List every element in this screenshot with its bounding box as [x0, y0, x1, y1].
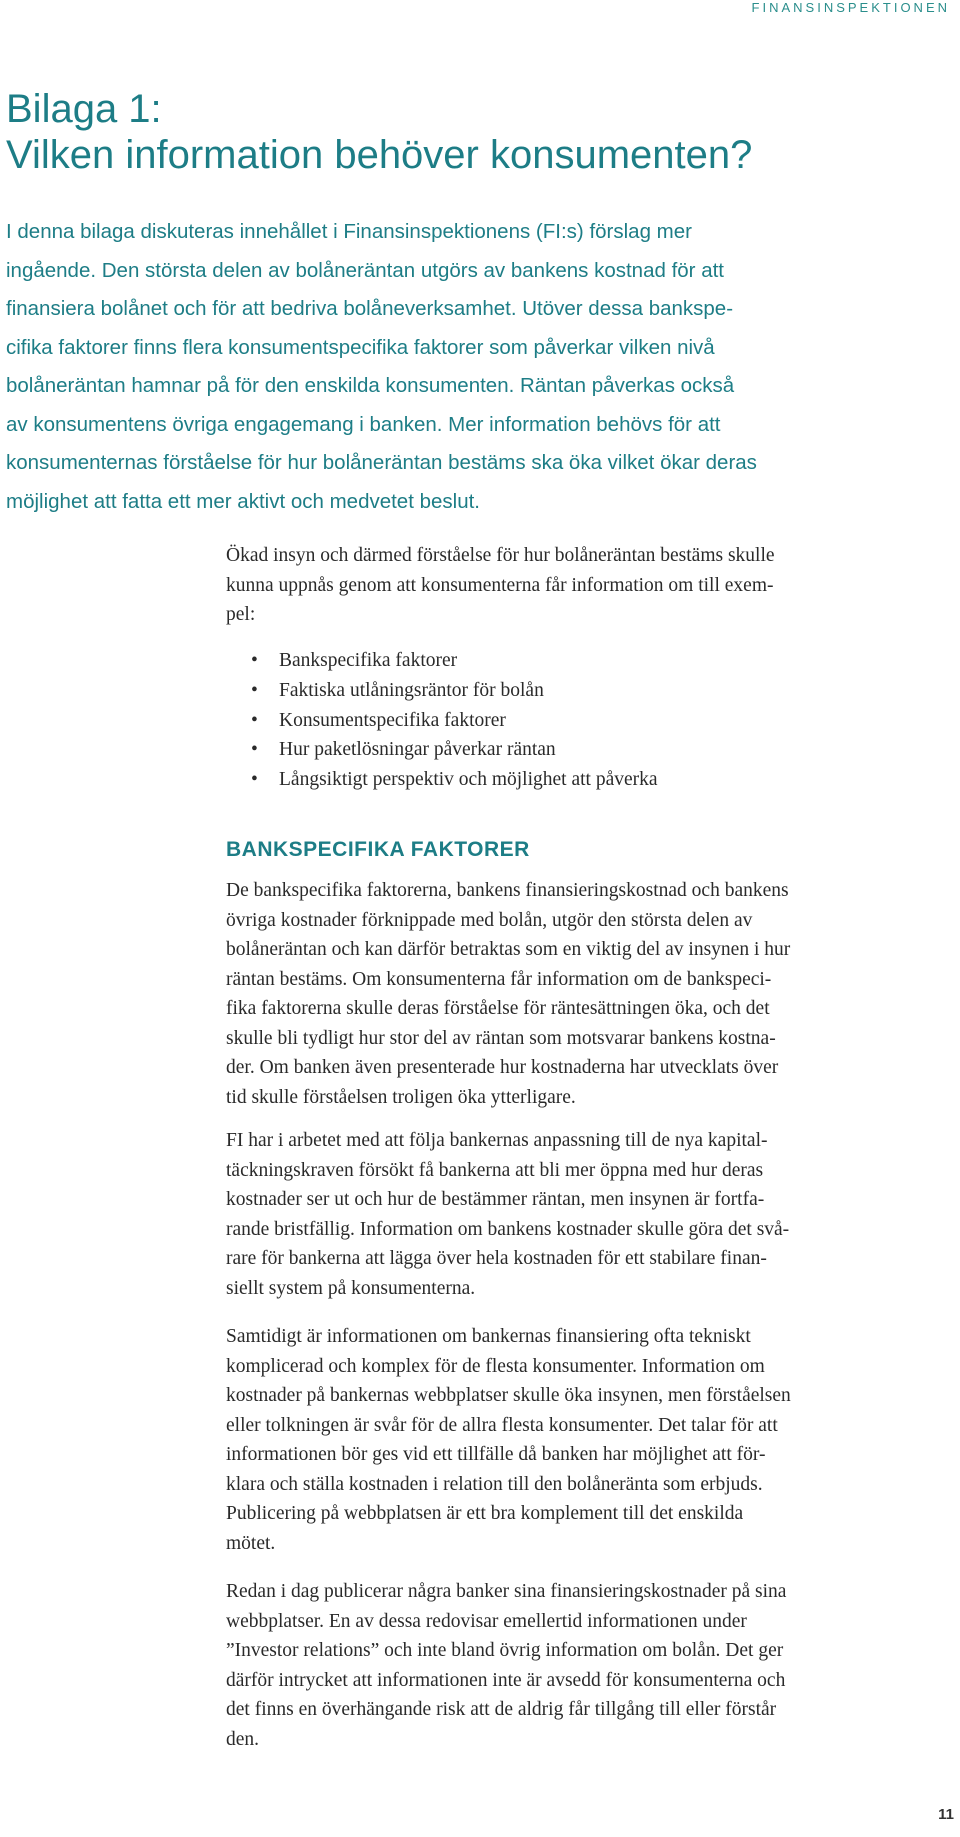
paragraph-line: De bankspecifika faktorerna, bankens finansieringskostnad och bankens	[226, 880, 789, 901]
bullet-icon: •	[251, 769, 258, 791]
list-item-label: Långsiktigt perspektiv och möjlighet att påverka	[279, 769, 658, 791]
lead-line: I denna bilaga diskuteras innehållet i Finansinspektionens (FI:s) förslag mer	[6, 220, 692, 243]
paragraph-line: webbplatser. En av dessa redovisar emellertid informationen under	[226, 1610, 747, 1632]
body-paragraph-3	[226, 1322, 956, 1558]
body-paragraph-2	[226, 1126, 956, 1303]
paragraph-line: der. Om banken även presenterade hur kostnaderna har utvecklats över	[226, 1057, 779, 1078]
paragraph-line: siellt system på konsumenterna.	[226, 1277, 476, 1299]
paragraph-line: fika faktorerna skulle deras förståelse för räntesättningen öka, och det	[226, 998, 770, 1019]
list-item-label: Bankspecifika faktorer	[279, 650, 458, 671]
lead-line: möjlighet att fatta ett mer aktivt och medvetet beslut.	[6, 489, 481, 513]
paragraph-line: klara och ställa kostnaden i relation till den bolåneränta som erbjuds.	[226, 1473, 763, 1495]
section-heading: BANKSPECIFIKA FAKTORER	[226, 838, 530, 861]
paragraph-line: räntan bestäms. Om konsumenterna får information om de bankspeci-	[226, 968, 772, 990]
paragraph-line: det finns en överhängande risk att de aldrig får tillgång till eller förstår	[226, 1699, 777, 1720]
paragraph-line: därför intrycket att informationen inte är avsedd för konsumenterna och	[226, 1669, 786, 1691]
list-item-label: Konsumentspecifika faktorer	[279, 709, 506, 731]
list-item-label: Hur paketlösningar påverkar räntan	[279, 739, 556, 761]
list-item	[251, 765, 658, 795]
lead-paragraph	[6, 213, 956, 521]
paragraph-line: Samtidigt är informationen om bankernas finansiering ofta tekniskt	[226, 1326, 751, 1347]
body-paragraph-1	[226, 876, 956, 1112]
paragraph-line: komplicerad och komplex för de flesta konsumenter. Information om	[226, 1355, 765, 1377]
list-item	[251, 676, 658, 706]
intro-paragraph	[226, 541, 956, 630]
page-title	[6, 86, 752, 178]
list-item	[251, 706, 658, 736]
list-item	[251, 735, 658, 765]
lead-line: konsumenternas förståelse för hur bolåneräntan bestäms ska öka vilket ökar deras	[6, 451, 757, 474]
list-item	[251, 646, 658, 676]
title-line-2: Vilken information behöver konsumenten?	[6, 133, 753, 177]
paragraph-line: eller tolkningen är svår för de allra flesta konsumenter. Det talar för att	[226, 1414, 778, 1436]
paragraph-line: rare för bankerna att lägga över hela kostnaden för ett stabilare finan-	[226, 1248, 767, 1269]
lead-line: ingående. Den största delen av bolåneräntan utgörs av bankens kostnad för att	[6, 258, 724, 282]
paragraph-line: den.	[226, 1728, 260, 1750]
lead-line: av konsumentens övriga engagemang i banken. Mer information behövs för att	[6, 412, 721, 436]
paragraph-line: kostnader på bankernas webbplatser skulle öka insynen, men förståelsen	[226, 1385, 791, 1406]
lead-line: cifika faktorer finns flera konsumentspecifika faktorer som påverkar vilken nivå	[6, 335, 715, 359]
paragraph-line: mötet.	[226, 1532, 276, 1554]
paragraph-line: övriga kostnader förknippade med bolån, utgör den största delen av	[226, 909, 753, 931]
bullet-icon: •	[251, 650, 258, 671]
paragraph-line: rande bristfällig. Information om bankens kostnader skulle göra det svå-	[226, 1218, 790, 1240]
lead-line: finansiera bolånet och för att bedriva bolåneverksamhet. Utöver dessa bankspe-	[6, 297, 734, 320]
list-item-label: Faktiska utlåningsräntor för bolån	[279, 679, 544, 701]
paragraph-line: Redan i dag publicerar några banker sina finansieringskostnader på sina	[226, 1581, 787, 1602]
bullet-icon: •	[251, 739, 258, 761]
paragraph-line: ”Investor relations” och inte bland övrig information om bolån. Det ger	[226, 1640, 784, 1661]
intro-line: pel:	[226, 604, 256, 625]
page-number: 11	[938, 1806, 954, 1823]
bullet-icon: •	[251, 679, 258, 701]
paragraph-line: Publicering på webbplatsen är ett bra komplement till det enskilda	[226, 1503, 744, 1524]
body-paragraph-4	[226, 1577, 956, 1754]
paragraph-line: täckningskraven försökt få bankerna att bli mer öppna med hur deras	[226, 1159, 764, 1181]
lead-line: bolåneräntan hamnar på för den enskilda konsumenten. Räntan påverkas också	[6, 374, 735, 397]
intro-line: Ökad insyn och därmed förståelse för hur bolåneräntan bestäms skulle	[226, 545, 775, 566]
paragraph-line: FI har i arbetet med att följa bankernas anpassning till de nya kapital-	[226, 1130, 768, 1151]
intro-line: kunna uppnås genom att konsumenterna får information om till exem-	[226, 574, 774, 596]
paragraph-line: informationen bör ges vid ett tillfälle då banken har möjlighet att för-	[226, 1444, 766, 1465]
bullet-list	[251, 646, 658, 795]
title-line-1: Bilaga 1:	[6, 87, 162, 131]
publisher-label: FINANSINSPEKTIONEN	[751, 0, 950, 15]
paragraph-line: kostnader ser ut och hur de bestämmer räntan, men insynen är fortfa-	[226, 1189, 765, 1210]
paragraph-line: tid skulle förståelsen troligen öka ytterligare.	[226, 1086, 576, 1108]
paragraph-line: bolåneräntan och kan därför betraktas som en viktig del av insynen i hur	[226, 939, 791, 960]
paragraph-line: skulle bli tydligt hur stor del av räntan som motsvarar bankens kostna-	[226, 1027, 776, 1049]
bullet-icon: •	[251, 709, 258, 731]
